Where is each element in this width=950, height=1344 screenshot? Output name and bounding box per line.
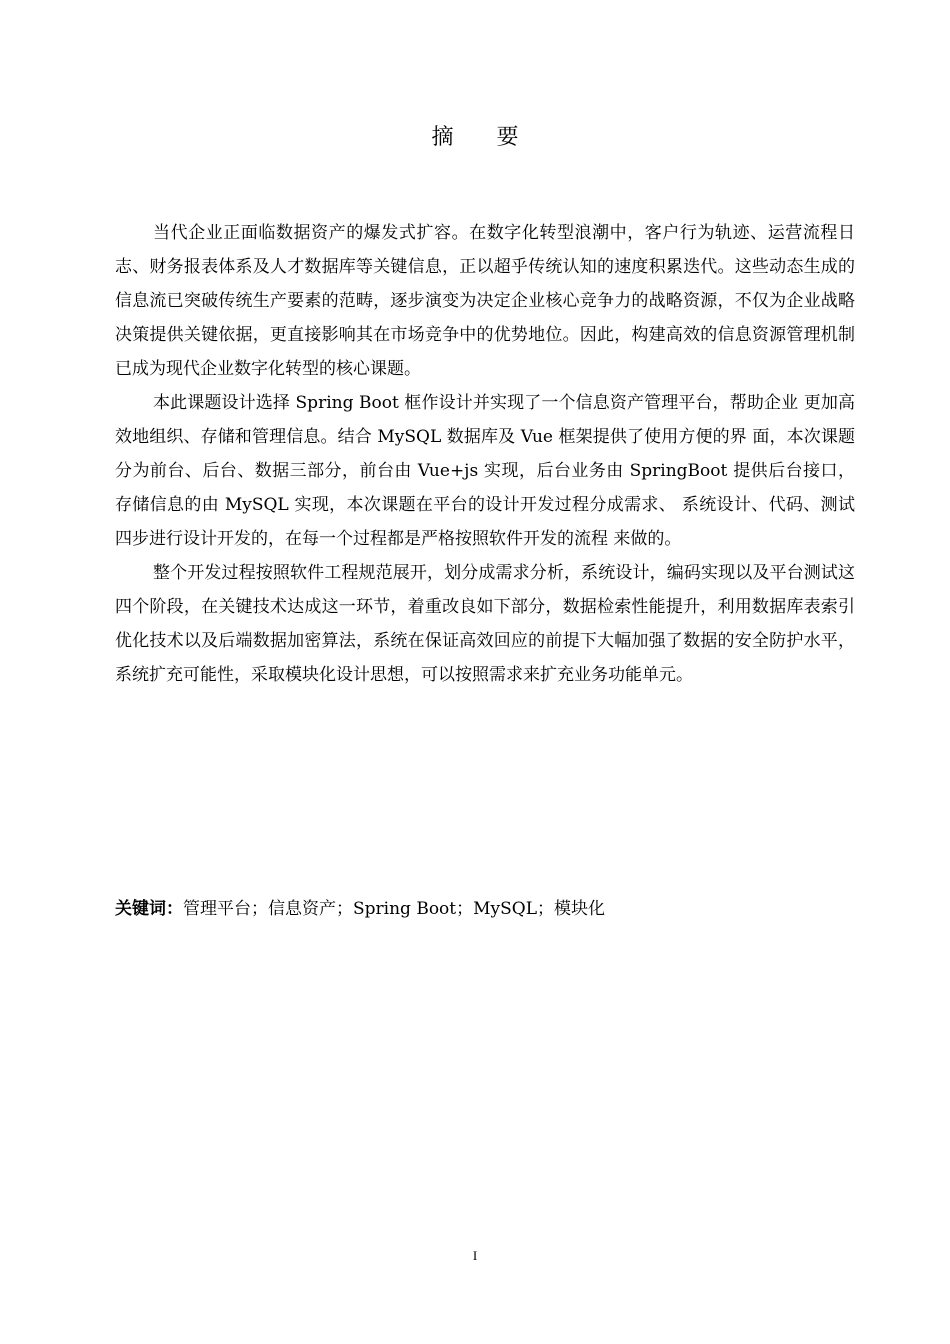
abstract-paragraph-1: 当代企业正面临数据资产的爆发式扩容。在数字化转型浪潮中，客户行为轨迹、运营流程日志、财务报表体系及人才数据库等关键信息，正以超乎传统认知的速度积累迭代。这些动态生成的信息流已突破传统生产要素的范畴，逐步演变为决定企业核心竞争力的战略资源，不仅为企业战略决策提供关键依据，更直接影响其在市场竞争中的优势地位。因此，构建高效的信息资源管理机制已成为现代企业数字化转型的核心课题。: [115, 223, 855, 379]
page-number: I: [472, 1248, 478, 1263]
abstract-paragraph-2: 本此课题设计选择 Spring Boot 框作设计并实现了一个信息资产管理平台，帮助企业 更加高效地组织、存储和管理信息。结合 MySQL 数据库及 Vue 框架提供了使用方便的界 面，本次课题分为前台、后台、数据三部分，前台由 Vue+js 实现，后台业务由 SpringBoot 提供后台接口，存储信息的由 MySQL 实现，本次课题在平台的设计开发过程分成需求、 系统设计、代码、测试四步进行设计开发的，在每一个过程都是严格按照软件开发的流程 来做的。: [115, 393, 855, 549]
page-title: 摘 要: [431, 125, 537, 150]
abstract-paragraph-3: 整个开发过程按照软件工程规范展开，划分成需求分析，系统设计，编码实现以及平台测试这四个阶段，在关键技术达成这一环节，着重改良如下部分，数据检索性能提升，利用数据库表索引优化技术以及后端数据加密算法，系统在保证高效回应的前提下大幅加强了数据的安全防护水平，系统扩充可能性，采取模块化设计思想，可以按照需求来扩充业务功能单元。: [115, 563, 855, 685]
keywords-text: 管理平台；信息资产；Spring Boot；MySQL；模块化: [183, 899, 606, 919]
keywords-line: [115, 896, 605, 922]
abstract-body: [115, 216, 855, 692]
keywords-label: 关键词：: [115, 899, 183, 919]
